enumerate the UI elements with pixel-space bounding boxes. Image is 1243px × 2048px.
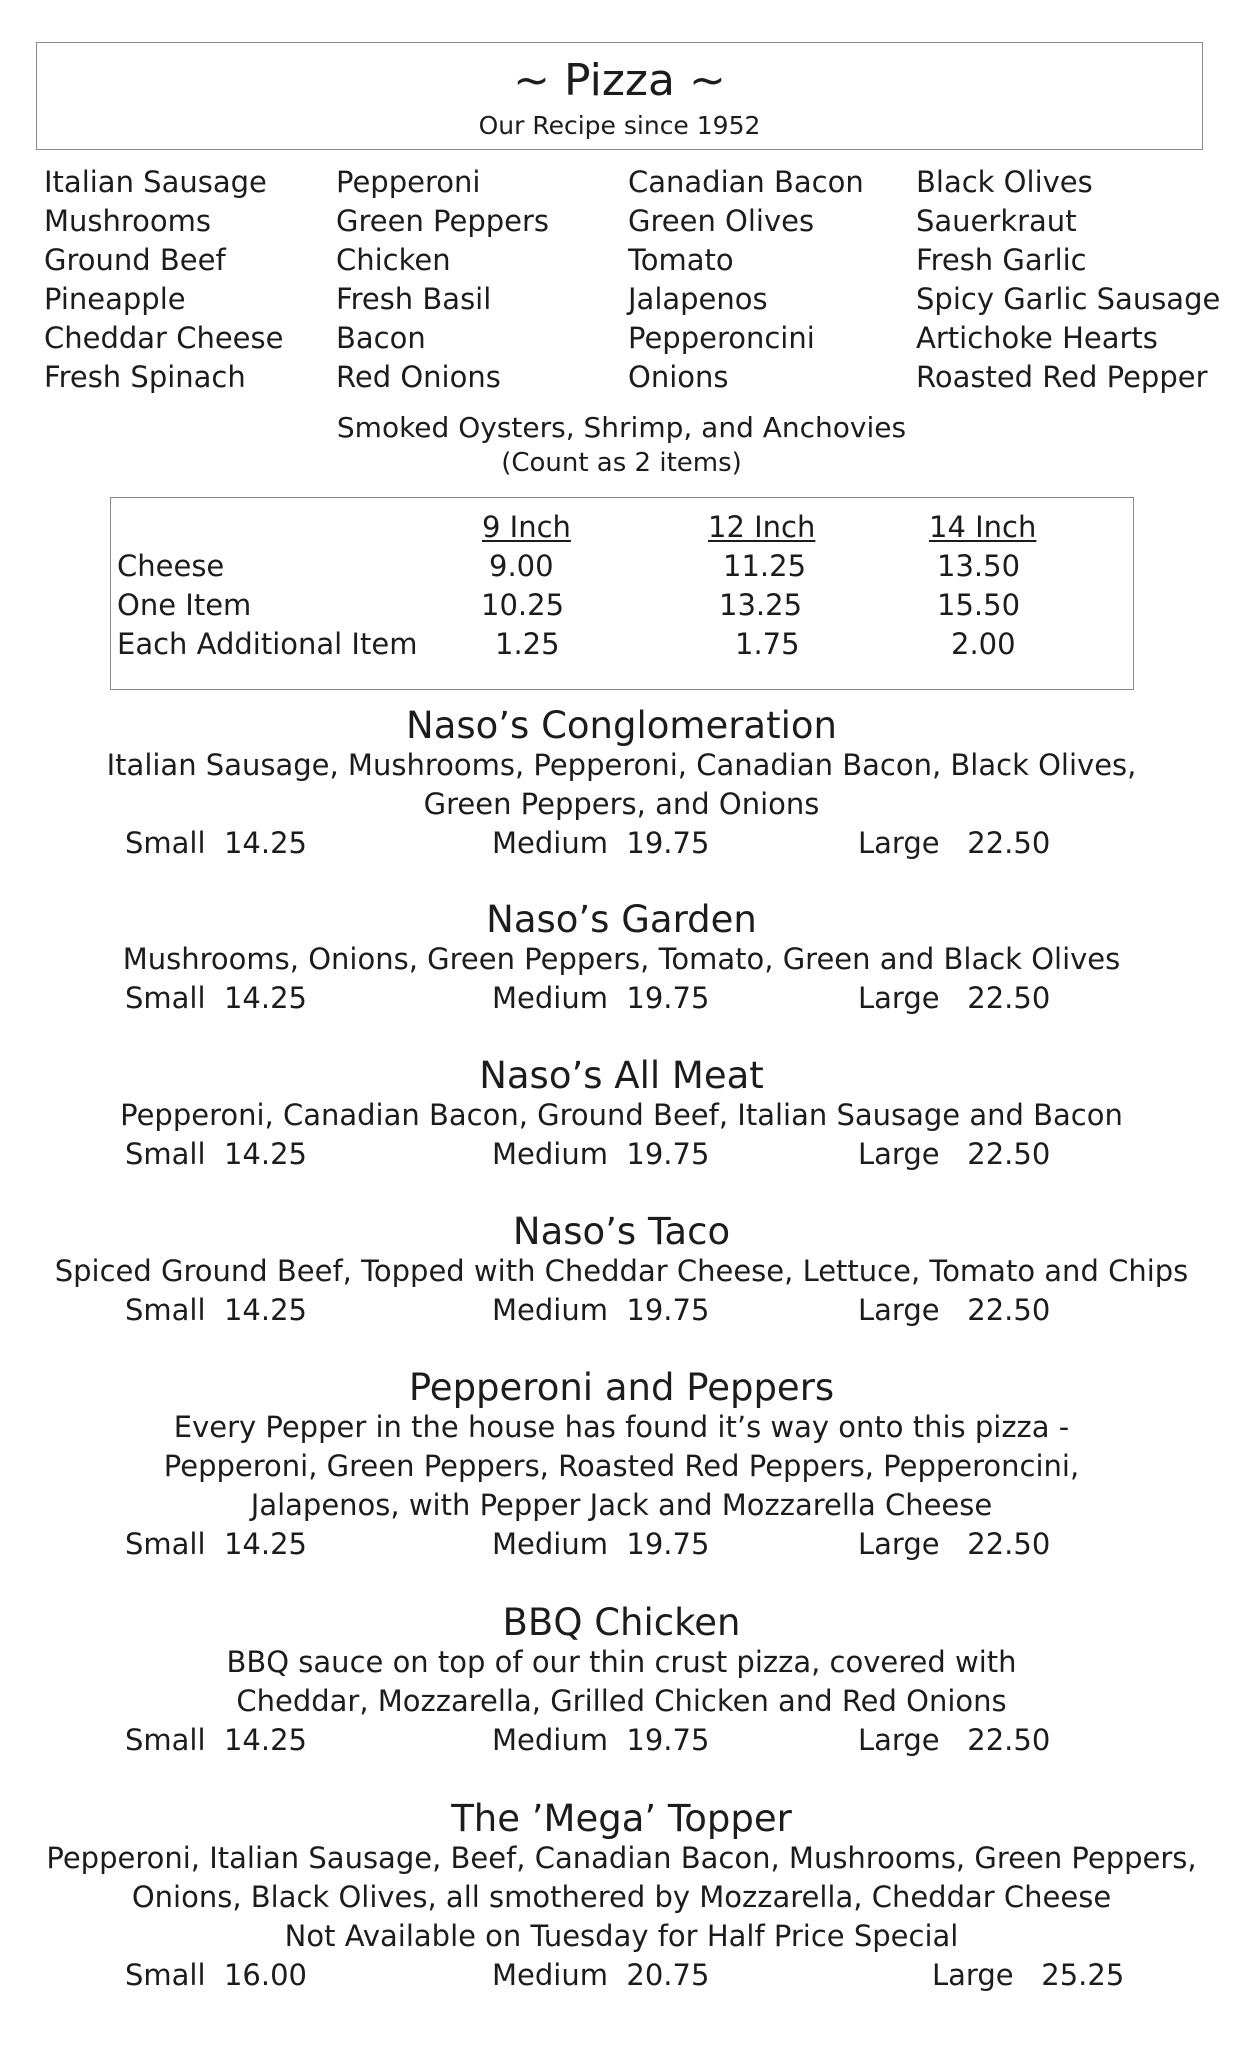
topping-item: Black Olives — [916, 165, 1093, 199]
specialty-description-line: Mushrooms, Onions, Green Peppers, Tomato, Green and Black Olives — [122, 942, 1121, 976]
specialty-description-line: Pepperoni, Italian Sausage, Beef, Canadian Bacon, Mushrooms, Green Peppers, — [46, 1841, 1197, 1875]
topping-item: Artichoke Hearts — [916, 321, 1158, 355]
special-toppings-line: Smoked Oysters, Shrimp, and Anchovies — [336, 411, 907, 444]
topping-item: Pepperoni — [336, 165, 481, 199]
topping-item: Cheddar Cheese — [44, 321, 284, 355]
price-cell: 9.00 — [489, 549, 554, 583]
size-header-14: 14 Inch — [929, 510, 1037, 544]
topping-item: Red Onions — [336, 360, 501, 394]
topping-item: Fresh Basil — [336, 282, 492, 316]
price-medium: Medium 19.75 — [492, 826, 710, 860]
price-medium: Medium 19.75 — [492, 1137, 710, 1171]
price-row-label: Cheese — [117, 549, 225, 583]
topping-item: Italian Sausage — [44, 165, 267, 199]
size-header-9: 9 Inch — [482, 510, 571, 544]
topping-item: Jalapenos — [628, 282, 768, 316]
topping-item: Green Olives — [628, 204, 815, 238]
price-large: Large 25.25 — [932, 1958, 1125, 1992]
specialty-garden — [0, 900, 1243, 1018]
topping-item: Fresh Spinach — [44, 360, 246, 394]
price-large: Large 22.50 — [858, 1293, 1051, 1327]
specialty-prices — [0, 1721, 1243, 1760]
specialty-description-line: Cheddar, Mozzarella, Grilled Chicken and Red Onions — [236, 1684, 1007, 1718]
specialty-title: The ’Mega’ Topper — [451, 1797, 792, 1840]
price-cell: 13.50 — [937, 549, 1021, 583]
price-row-one-item — [111, 588, 1133, 627]
specialty-conglomeration — [0, 706, 1243, 863]
price-cell: 10.25 — [481, 588, 565, 622]
price-medium: Medium 19.75 — [492, 1293, 710, 1327]
topping-item: Mushrooms — [44, 204, 212, 238]
specialty-title: Naso’s Garden — [486, 898, 757, 941]
price-row-additional — [111, 627, 1133, 666]
specialty-prices — [0, 1956, 1243, 1995]
specialty-description-line: Jalapenos, with Pepper Jack and Mozzarella Cheese — [250, 1488, 993, 1522]
price-cell: 15.50 — [937, 588, 1021, 622]
price-medium: Medium 19.75 — [492, 1527, 710, 1561]
specialty-description-line: Spiced Ground Beef, Topped with Cheddar Cheese, Lettuce, Tomato and Chips — [54, 1254, 1189, 1288]
toppings-list — [44, 163, 1221, 397]
specialty-bbq-chicken — [0, 1603, 1243, 1760]
topping-item: Roasted Red Pepper — [916, 360, 1208, 394]
price-large: Large 22.50 — [858, 1137, 1051, 1171]
topping-item: Pepperoncini — [628, 321, 815, 355]
topping-item: Green Peppers — [336, 204, 550, 238]
specialty-title: Naso’s Taco — [512, 1210, 731, 1253]
menu-subtitle: Our Recipe since 1952 — [478, 111, 761, 140]
topping-item: Fresh Garlic — [916, 243, 1087, 277]
price-large: Large 22.50 — [858, 1527, 1051, 1561]
topping-item: Sauerkraut — [916, 204, 1077, 238]
specialty-description-line: Not Available on Tuesday for Half Price Special — [284, 1919, 959, 1953]
topping-item: Ground Beef — [44, 243, 226, 277]
specialty-prices — [0, 1291, 1243, 1330]
topping-item: Bacon — [336, 321, 426, 355]
specialty-title: BBQ Chicken — [502, 1601, 741, 1644]
price-cell: 2.00 — [951, 627, 1016, 661]
topping-item: Tomato — [628, 243, 734, 277]
specialty-description-line: BBQ sauce on top of our thin crust pizza, covered with — [226, 1645, 1017, 1679]
specialty-prices — [0, 1135, 1243, 1174]
price-medium: Medium 20.75 — [492, 1958, 710, 1992]
price-row-label: One Item — [117, 588, 252, 622]
price-cell: 1.75 — [735, 627, 800, 661]
menu-title: ~ Pizza ~ — [513, 55, 726, 106]
price-medium: Medium 19.75 — [492, 981, 710, 1015]
topping-item: Onions — [628, 360, 729, 394]
menu-header — [36, 42, 1203, 150]
specialty-taco — [0, 1212, 1243, 1330]
topping-item: Canadian Bacon — [628, 165, 864, 199]
specialty-description-line: Every Pepper in the house has found it’s way onto this pizza - — [173, 1410, 1070, 1444]
specialty-prices — [0, 824, 1243, 863]
size-header-12: 12 Inch — [708, 510, 816, 544]
price-small: Small 14.25 — [125, 1527, 308, 1561]
specialty-prices — [0, 1525, 1243, 1564]
price-small: Small 14.25 — [125, 1723, 308, 1757]
price-row-cheese — [111, 549, 1133, 588]
specialty-title: Naso’s All Meat — [479, 1054, 764, 1097]
specialty-description-line: Italian Sausage, Mushrooms, Pepperoni, Canadian Bacon, Black Olives, — [106, 748, 1137, 782]
price-row-label: Each Additional Item — [117, 627, 418, 661]
price-large: Large 22.50 — [858, 826, 1051, 860]
specialty-description-line: Pepperoni, Canadian Bacon, Ground Beef, Italian Sausage and Bacon — [120, 1098, 1123, 1132]
price-cell: 13.25 — [719, 588, 803, 622]
specialty-description-line: Green Peppers, and Onions — [423, 787, 820, 821]
specialty-description-line: Onions, Black Olives, all smothered by Mozzarella, Cheddar Cheese — [131, 1880, 1112, 1914]
price-cell: 11.25 — [723, 549, 807, 583]
specialty-pepperoni-peppers — [0, 1368, 1243, 1564]
topping-item: Spicy Garlic Sausage — [916, 282, 1221, 316]
price-table-header — [111, 510, 1133, 549]
price-small: Small 14.25 — [125, 1137, 308, 1171]
price-small: Small 16.00 — [125, 1958, 308, 1992]
price-small: Small 14.25 — [125, 826, 308, 860]
specialty-title: Pepperoni and Peppers — [408, 1366, 835, 1409]
price-medium: Medium 19.75 — [492, 1723, 710, 1757]
specialty-all-meat — [0, 1056, 1243, 1174]
special-toppings-note: (Count as 2 items) — [501, 448, 742, 478]
specialty-prices — [0, 979, 1243, 1018]
price-large: Large 22.50 — [858, 1723, 1051, 1757]
specialty-mega-topper — [0, 1799, 1243, 1995]
price-large: Large 22.50 — [858, 981, 1051, 1015]
price-table — [110, 497, 1134, 690]
specialty-description-line: Pepperoni, Green Peppers, Roasted Red Peppers, Pepperoncini, — [163, 1449, 1080, 1483]
specialty-title: Naso’s Conglomeration — [406, 704, 837, 747]
price-small: Small 14.25 — [125, 1293, 308, 1327]
price-small: Small 14.25 — [125, 981, 308, 1015]
price-cell: 1.25 — [495, 627, 560, 661]
topping-item: Pineapple — [44, 282, 186, 316]
topping-item: Chicken — [336, 243, 451, 277]
